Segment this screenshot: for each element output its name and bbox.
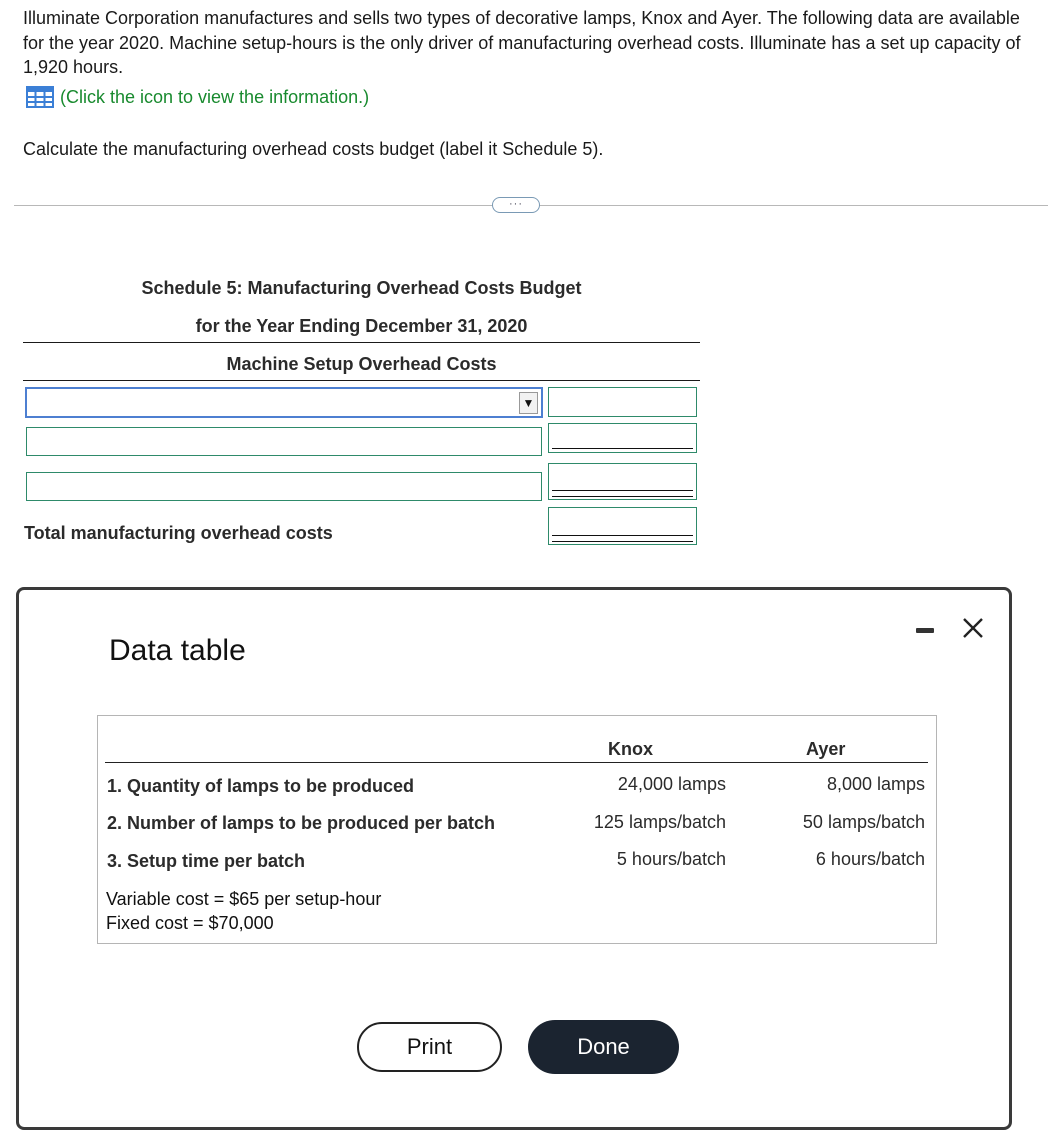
close-icon[interactable] [959,614,987,642]
row-label-batch-size: 2. Number of lamps to be produced per batch [107,813,496,833]
column-header-ayer: Ayer [806,739,846,759]
cell-ayer-setup-time: 6 hours/batch [815,849,925,869]
print-button[interactable]: Print [357,1022,502,1072]
section-rule [23,380,700,381]
cell-knox-quantity: 24,000 lamps [617,774,726,794]
section-heading: Machine Setup Overhead Costs [226,354,497,374]
cell-ayer-quantity: 8,000 lamps [826,774,925,794]
total-amount-input[interactable] [548,507,697,545]
data-table [97,715,937,944]
dropdown-arrow-icon[interactable]: ▼ [519,392,538,414]
instruction-text: Calculate the manufacturing overhead costs budget (label it Schedule 5). [23,139,604,159]
schedule-title: Schedule 5: Manufacturing Overhead Costs Budget [141,278,582,298]
fixed-cost-note: Fixed cost = $70,000 [106,913,274,933]
expand-more-button[interactable]: ··· [492,197,540,213]
cell-knox-setup-time: 5 hours/batch [616,849,726,869]
column-header-knox: Knox [608,739,653,759]
row1-amount-input[interactable] [548,387,697,417]
modal-title: Data table [109,634,246,667]
row2-label-input[interactable] [26,427,542,456]
table-header-rule [105,762,928,763]
row3-label-input[interactable] [26,472,542,501]
cell-ayer-batch-size: 50 lamps/batch [802,812,925,832]
minimize-icon[interactable] [916,628,934,633]
row2-amount-input[interactable] [548,423,697,453]
data-table-icon[interactable] [26,86,54,108]
view-information-link[interactable] [26,86,369,108]
row-label-setup-time: 3. Setup time per batch [107,851,306,871]
data-table-modal [16,587,1012,1130]
done-button[interactable]: Done [528,1020,679,1074]
info-link-text[interactable]: (Click the icon to view the information.) [60,86,370,107]
row3-amount-input[interactable] [548,463,697,500]
row-label-quantity: 1. Quantity of lamps to be produced [107,776,415,796]
problem-text: Illuminate Corporation manufactures and sells two types of decorative lamps, Knox and Ayer. The following data are available for the year 2020. Machine setup-hours is the only driver of manufacturing overhead costs. Illuminate has a set up capacity of 1,920 hours. [23,8,1021,77]
schedule-subtitle: for the Year Ending December 31, 2020 [195,316,528,336]
total-label: Total manufacturing overhead costs [24,523,333,543]
cell-knox-batch-size: 125 lamps/batch [593,812,726,832]
variable-cost-note: Variable cost = $65 per setup-hour [106,889,382,909]
cost-item-select[interactable] [25,387,543,418]
header-rule [23,342,700,343]
